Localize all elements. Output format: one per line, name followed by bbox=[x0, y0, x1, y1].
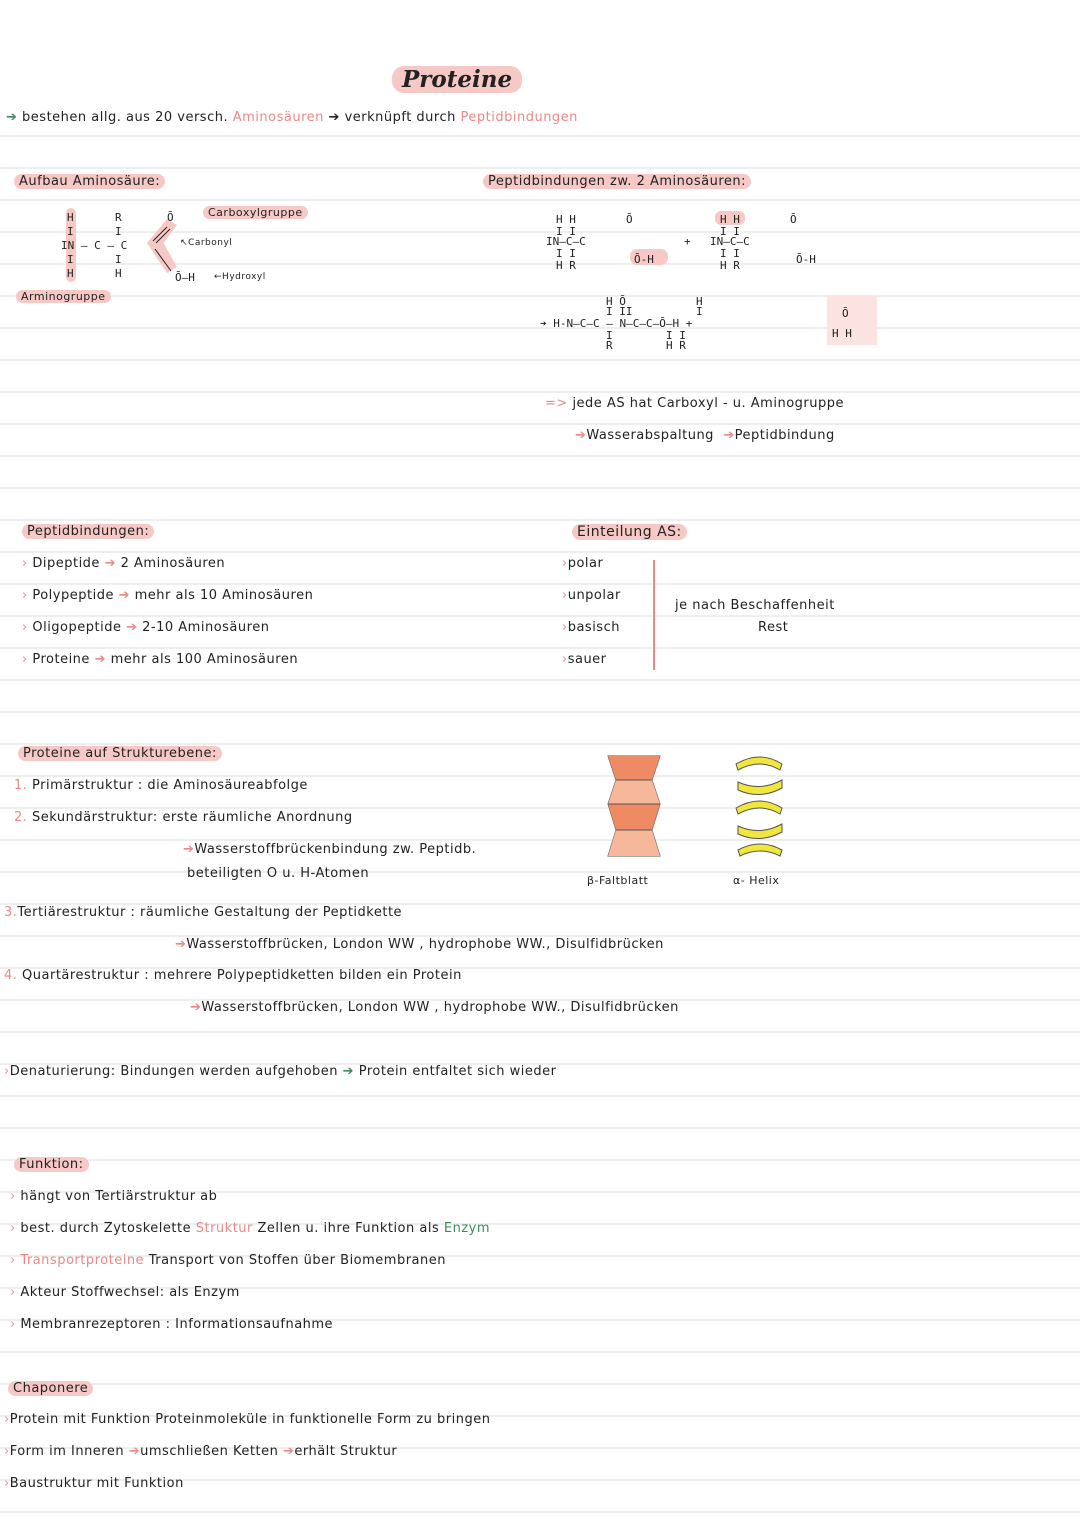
arrow-left-icon: ← bbox=[214, 272, 223, 282]
funktion-text-pink: Struktur bbox=[195, 1221, 253, 1236]
arrow-right-icon: ➔ bbox=[190, 1000, 202, 1015]
sekundaer-sub-1 bbox=[183, 842, 476, 857]
svg-text:I I: I I bbox=[720, 225, 740, 238]
svg-text:R: R bbox=[606, 339, 613, 352]
funktion-text-green: Enzym bbox=[443, 1221, 491, 1236]
aufbau-heading: Aufbau Aminosäure: bbox=[14, 174, 165, 189]
bracket-divider bbox=[653, 560, 655, 670]
svg-text:➔ H-N—C—C — N—C—C—Ō—H +: ➔ H-N—C—C — N—C—C—Ō—H + bbox=[540, 317, 693, 330]
struktur-heading: Proteine auf Strukturebene: bbox=[18, 746, 222, 761]
einteilung-item: unpolar bbox=[567, 588, 621, 603]
svg-text:H H: H H bbox=[720, 213, 740, 226]
alpha-helix-icon bbox=[730, 752, 790, 860]
number-marker: 3. bbox=[4, 905, 18, 920]
primaer-text: die Aminosäureabfolge bbox=[147, 778, 308, 793]
chaperone-text: Baustruktur mit Funktion bbox=[9, 1476, 184, 1491]
list-item-term: Oligopeptide bbox=[32, 620, 122, 635]
svg-text:I: I bbox=[115, 253, 122, 266]
list-item-value: 2 Aminosäuren bbox=[120, 556, 226, 571]
svg-text:R: R bbox=[115, 211, 122, 224]
funktion-line-4: › Akteur Stoffwechsel: als Enzym bbox=[10, 1285, 240, 1300]
list-item-term: Polypeptide bbox=[32, 588, 114, 603]
svg-text:I: I bbox=[115, 225, 122, 238]
intro-text-b: Aminosäuren bbox=[232, 110, 324, 125]
svg-text:Ō: Ō bbox=[167, 211, 174, 224]
svg-text:I: I bbox=[67, 253, 74, 266]
svg-text:H: H bbox=[67, 267, 74, 280]
svg-text:IN — C — C: IN — C — C bbox=[61, 239, 128, 252]
sekundaer-sub-2: beteiligten O u. H-Atomen bbox=[187, 866, 370, 881]
funktion-text: Zellen u. ihre Funktion als bbox=[257, 1221, 440, 1236]
chaperone-text: umschließen Ketten bbox=[140, 1444, 279, 1459]
carbonyl-label bbox=[180, 238, 232, 248]
einteilung-item: polar bbox=[567, 556, 604, 571]
svg-text:I I: I I bbox=[666, 329, 686, 342]
number-marker: 1. bbox=[14, 778, 28, 793]
tertiaer-label: Tertiärestruktur : bbox=[17, 905, 136, 920]
svg-text:Ō: Ō bbox=[842, 307, 849, 320]
funktion-line-3: › Transportproteine Transport von Stoffen über Biomembranen bbox=[10, 1253, 446, 1268]
page-title: Proteine bbox=[392, 66, 522, 93]
carboxyl-label: Carboxylgruppe bbox=[203, 206, 308, 219]
arrow-right-icon: ➔ bbox=[723, 428, 735, 443]
funktion-text: hängt von Tertiärstruktur ab bbox=[20, 1189, 218, 1204]
double-arrow-icon: => bbox=[545, 396, 568, 411]
tertiaer-text: räumliche Gestaltung der Peptidkette bbox=[140, 905, 403, 920]
arrow-right-icon: ➔ bbox=[328, 110, 340, 125]
chaperone-heading: Chaponere bbox=[8, 1381, 93, 1396]
hydroxyl-label bbox=[214, 272, 266, 282]
svg-text:I I: I I bbox=[556, 225, 576, 238]
chaperone-text: Protein mit Funktion Proteinmoleküle in funktionelle Form zu bringen bbox=[9, 1412, 491, 1427]
svg-text:H Ō: H Ō bbox=[606, 295, 626, 308]
sekundaer-label: Sekundärstruktur: bbox=[32, 810, 158, 825]
intro-text-a: bestehen allg. aus 20 versch. bbox=[22, 110, 229, 125]
svg-text:Ō: Ō bbox=[790, 213, 797, 226]
list-item: ›basisch bbox=[562, 620, 620, 635]
list-item: › Oligopeptide ➔ 2-10 Aminosäuren bbox=[22, 620, 270, 635]
funktion-text: Akteur Stoffwechsel: als Enzym bbox=[20, 1285, 240, 1300]
svg-text:+: + bbox=[684, 235, 691, 248]
faltblatt-label: β-Faltblatt bbox=[587, 874, 649, 887]
svg-text:I I: I I bbox=[556, 247, 576, 260]
svg-text:I: I bbox=[696, 305, 703, 318]
svg-text:I II: I II bbox=[606, 305, 633, 318]
funktion-text-pink: Transportproteine bbox=[20, 1253, 145, 1268]
quartaer-line bbox=[4, 968, 462, 983]
helix-label: α- Helix bbox=[733, 874, 780, 887]
svg-text:I: I bbox=[606, 329, 613, 342]
svg-text:I: I bbox=[67, 225, 74, 238]
intro-text-c: verknüpft durch bbox=[344, 110, 456, 125]
intro-text-d: Peptidbindungen bbox=[460, 110, 578, 125]
list-item-value: 2-10 Aminosäuren bbox=[142, 620, 270, 635]
svg-text:H: H bbox=[115, 267, 122, 280]
arrow-right-icon: ➔ bbox=[342, 1064, 355, 1079]
chaperone-text: Form im Inneren bbox=[9, 1444, 125, 1459]
quartaer-sub bbox=[190, 1000, 679, 1015]
denaturierung-result: Protein entfaltet sich wieder bbox=[358, 1064, 557, 1079]
svg-text:Ō-H: Ō-H bbox=[634, 253, 654, 266]
einteilung-item: basisch bbox=[567, 620, 620, 635]
chaperone-line-1: ›Protein mit Funktion Proteinmoleküle in funktionelle Form zu bringen bbox=[4, 1412, 491, 1427]
hydroxyl-text: Hydroxyl bbox=[222, 272, 266, 282]
funktion-line-1: › hängt von Tertiärstruktur ab bbox=[10, 1189, 218, 1204]
peptid-zw-heading: Peptidbindungen zw. 2 Aminosäuren: bbox=[483, 174, 751, 189]
svg-text:H R: H R bbox=[720, 259, 740, 272]
chaperone-text: erhält Struktur bbox=[294, 1444, 398, 1459]
amino-label: Arminogruppe bbox=[16, 290, 111, 303]
arrow-right-icon: ➔ bbox=[575, 428, 587, 443]
denaturierung-label: Denaturierung: bbox=[9, 1064, 116, 1079]
chaperone-line-2: ›Form im Inneren ➔umschließen Ketten ➔erhält Struktur bbox=[4, 1444, 398, 1459]
einteilung-item: sauer bbox=[567, 652, 607, 667]
svg-text:Ō-H: Ō-H bbox=[796, 253, 816, 266]
denaturierung-text: Bindungen werden aufgehoben bbox=[120, 1064, 339, 1079]
funktion-text: Transport von Stoffen über Biomembranen bbox=[148, 1253, 446, 1268]
list-item: ›sauer bbox=[562, 652, 607, 667]
list-item: ›polar bbox=[562, 556, 604, 571]
quartaer-label: Quartärestruktur : bbox=[22, 968, 150, 983]
intro-line bbox=[6, 110, 578, 125]
list-item-term: Proteine bbox=[32, 652, 90, 667]
einteilung-note-2: Rest bbox=[758, 620, 789, 635]
svg-text:H: H bbox=[67, 211, 74, 224]
arrow-icon: ↖ bbox=[180, 238, 189, 248]
list-item-value: mehr als 10 Aminosäuren bbox=[134, 588, 314, 603]
list-item: ›unpolar bbox=[562, 588, 621, 603]
funktion-text: best. durch Zytoskelette bbox=[20, 1221, 192, 1236]
quartaer-text: mehrere Polypeptidketten bilden ein Protein bbox=[153, 968, 462, 983]
einteilung-note-1: je nach Beschaffenheit bbox=[675, 598, 835, 613]
carbonyl-text: Carbonyl bbox=[188, 238, 233, 248]
svg-text:Ō—H: Ō—H bbox=[175, 271, 195, 284]
funktion-line-2: › best. durch Zytoskelette Struktur Zellen u. ihre Funktion als Enzym bbox=[10, 1221, 491, 1236]
peptide-bond-diagram bbox=[540, 205, 880, 355]
arrow-right-icon: ➔ bbox=[6, 110, 18, 125]
quartaer-sub-text: Wasserstoffbrücken, London WW , hydrophobe WW., Disulfidbrücken bbox=[201, 1000, 679, 1015]
arrow-right-icon: ➔ bbox=[183, 842, 195, 857]
primaer-line bbox=[14, 778, 308, 793]
arrow-right-icon: ➔ bbox=[175, 937, 187, 952]
einteilung-heading: Einteilung AS: bbox=[572, 524, 687, 540]
svg-text:I I: I I bbox=[720, 247, 740, 260]
tertiaer-sub-text: Wasserstoffbrücken, London WW , hydrophobe WW., Disulfidbrücken bbox=[186, 937, 664, 952]
svg-text:IN—C—C: IN—C—C bbox=[710, 235, 750, 248]
list-item: › Proteine ➔ mehr als 100 Aminosäuren bbox=[22, 652, 299, 667]
arrow-right-icon: ➔ bbox=[128, 1444, 141, 1459]
peptid-note-1 bbox=[545, 396, 844, 411]
peptid-note-2 bbox=[575, 428, 835, 443]
chaperone-line-3: ›Baustruktur mit Funktion bbox=[4, 1476, 184, 1491]
arrow-right-icon: ➔ bbox=[126, 620, 138, 635]
tertiaer-line bbox=[4, 905, 402, 920]
peptid-list-heading: Peptidbindungen: bbox=[22, 524, 154, 539]
peptid-note-1-text: jede AS hat Carboxyl - u. Aminogruppe bbox=[572, 396, 844, 411]
peptid-note-2a: Wasserabspaltung bbox=[586, 428, 714, 443]
svg-text:H H: H H bbox=[832, 327, 852, 340]
arrow-right-icon: ➔ bbox=[94, 652, 106, 667]
list-item-term: Dipeptide bbox=[32, 556, 100, 571]
list-item: › Dipeptide ➔ 2 Aminosäuren bbox=[22, 556, 226, 571]
list-item-value: mehr als 100 Aminosäuren bbox=[110, 652, 299, 667]
denaturierung-line: ›Denaturierung: Bindungen werden aufgehoben ➔ Protein entfaltet sich wieder bbox=[4, 1064, 557, 1079]
primaer-label: Primärstruktur : bbox=[32, 778, 143, 793]
svg-text:Ō: Ō bbox=[626, 213, 633, 226]
svg-text:IN—C—C: IN—C—C bbox=[546, 235, 586, 248]
arrow-right-icon: ➔ bbox=[118, 588, 130, 603]
svg-text:H R: H R bbox=[666, 339, 686, 352]
beta-sheet-icon bbox=[600, 752, 670, 864]
sekundaer-line bbox=[14, 810, 353, 825]
peptid-note-2b: Peptidbindung bbox=[734, 428, 835, 443]
svg-text:H: H bbox=[696, 295, 703, 308]
arrow-right-icon: ➔ bbox=[282, 1444, 295, 1459]
number-marker: 4. bbox=[4, 968, 18, 983]
arrow-right-icon: ➔ bbox=[104, 556, 116, 571]
list-item: › Polypeptide ➔ mehr als 10 Aminosäuren bbox=[22, 588, 314, 603]
funktion-line-5: › Membranrezeptoren : Informationsaufnahme bbox=[10, 1317, 334, 1332]
svg-text:H R: H R bbox=[556, 259, 576, 272]
svg-text:H H: H H bbox=[556, 213, 576, 226]
number-marker: 2. bbox=[14, 810, 28, 825]
funktion-heading: Funktion: bbox=[14, 1157, 89, 1172]
funktion-text: Membranrezeptoren : Informationsaufnahme bbox=[20, 1317, 334, 1332]
tertiaer-sub bbox=[175, 937, 664, 952]
sekundaer-text: erste räumliche Anordnung bbox=[162, 810, 353, 825]
sekundaer-sub-1-text: Wasserstoffbrückenbindung zw. Peptidb. bbox=[194, 842, 477, 857]
